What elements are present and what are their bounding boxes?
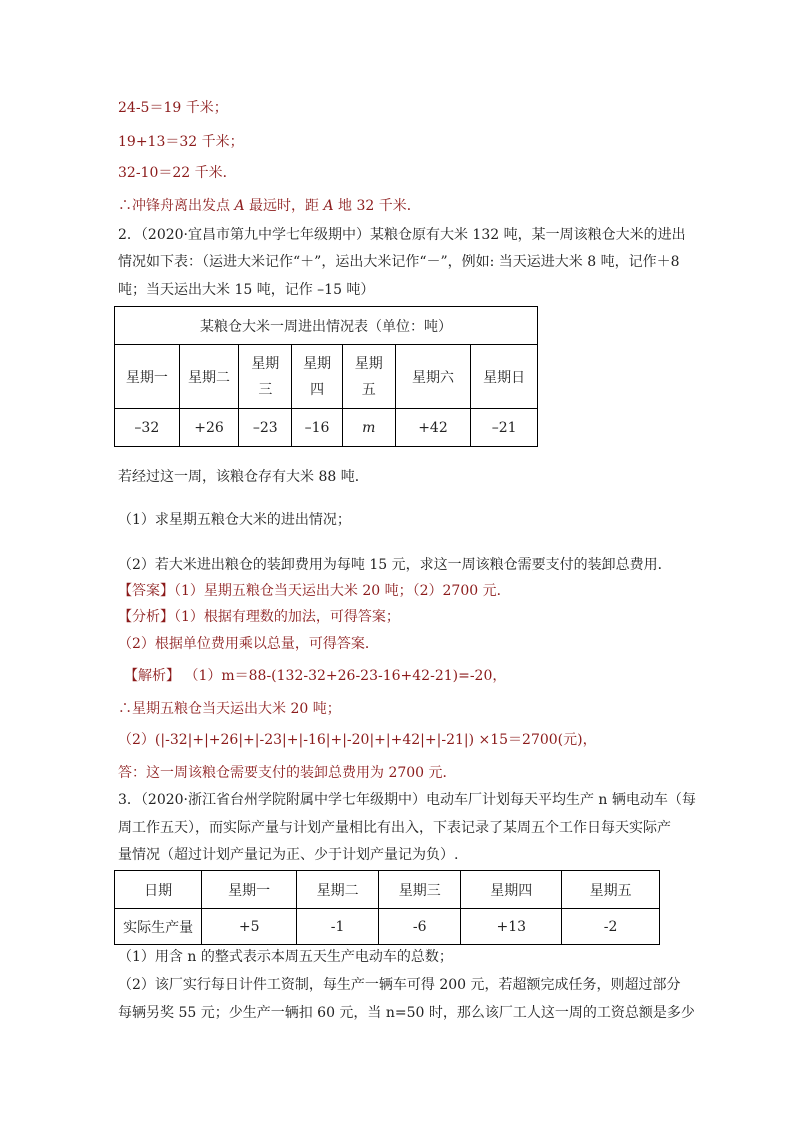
value-cell: -1: [297, 909, 379, 945]
q2-solution-3: （2）(|-32|+|+26|+|-23|+|-16|+|-20|+|+42|+|-21|) ×15＝2700(元)，: [118, 732, 597, 748]
conclusion-text-c: 地 32 千米．: [333, 198, 421, 214]
header-cell: 星期二: [297, 871, 379, 909]
q2-stem-line-2: 情况如下表：（运进大米记作“＋”，运出大米记作“－”，例如: 当天运进大米 8 吨，记作＋8: [118, 254, 680, 270]
day-cell: 星期 五: [342, 345, 395, 409]
production-table: [114, 870, 660, 945]
value-cell: -6: [379, 909, 461, 945]
production-value-row: [115, 909, 660, 945]
grain-table-title: 某粮仓大米一周进出情况表（单位：吨）: [115, 307, 538, 345]
value-cell: –23: [239, 409, 292, 447]
q3-sub-question-3: 每辆另奖 55 元；少生产一辆扣 60 元，当 n=50 时，那么该厂工人这一周的工资总额是多少: [118, 1005, 695, 1021]
value-cell: +13: [461, 909, 562, 945]
conclusion-var-a: A: [234, 198, 245, 214]
grain-table-days-row: [115, 345, 538, 409]
q2-answer: 【答案】（1）星期五粮仓当天运出大米 20 吨；（2）2700 元．: [118, 583, 511, 599]
value-cell: –16: [292, 409, 343, 447]
conclusion-text-a: ∴冲锋舟离出发点: [118, 198, 235, 214]
day-cell: 星期日: [471, 345, 538, 409]
value-cell: –32: [115, 409, 180, 447]
header-cell: 日期: [115, 871, 202, 909]
q3-stem-line-3: 量情况（超过计划产量记为正、少于计划产量记为负）.: [118, 847, 459, 863]
q2-stem-line-1: 2．（2020·宜昌市第九中学七年级期中）某粮仓原有大米 132 吨，某一周该粮仓大米的进出: [118, 227, 686, 243]
q2-sub-question-2: （2）若大米进出粮仓的装卸费用为每吨 15 元，求这一周该粮仓需要支付的装卸总费用．: [118, 557, 672, 573]
q3-sub-question-2: （2）该厂实行每日计件工资制，每生产一辆车可得 200 元，若超额完成任务，则超过部分: [118, 977, 681, 993]
q2-solution-1: 【解析】 （1）m＝88-(132-32+26-23-16+42-21)=-20，: [124, 668, 507, 684]
q2-solution-4: 答：这一周该粮仓需要支付的装卸总费用为 2700 元．: [118, 765, 457, 781]
day-cell: 星期一: [115, 345, 180, 409]
q3-sub-question-1: （1）用含 n 的整式表示本周五天生产电动车的总数；: [118, 949, 453, 965]
value-cell: +42: [395, 409, 471, 447]
day-cell: 星期六: [395, 345, 471, 409]
q2-solution-2: ∴星期五粮仓当天运出大米 20 吨；: [118, 701, 341, 717]
conclusion-var-a-2: A: [323, 198, 334, 214]
day-cell: 星期二: [179, 345, 239, 409]
value-cell: +5: [202, 909, 297, 945]
grain-table-values-row: [115, 409, 538, 447]
conclusion-text-b: 最远时，距: [244, 198, 324, 214]
value-cell: 实际生产量: [115, 909, 202, 945]
solution-line-3: 32-10＝22 千米．: [118, 165, 237, 181]
solution-line-2: 19+13＝32 千米；: [118, 134, 244, 150]
q2-stem-line-3: 吨；当天运出大米 15 吨，记作 –15 吨）: [118, 282, 375, 298]
header-cell: 星期一: [202, 871, 297, 909]
q3-stem-line-1: 3．（2020·浙江省台州学院附属中学七年级期中）电动车厂计划每天平均生产 n 辆电动车（每: [118, 792, 696, 808]
q3-stem-line-2: 周工作五天），而实际产量与计划产量相比有出入，下表记录了某周五个工作日每天实际产: [118, 820, 671, 836]
header-cell: 星期四: [461, 871, 562, 909]
value-cell: -2: [562, 909, 660, 945]
solution-line-1: 24-5＝19 千米；: [118, 100, 228, 116]
q2-sub-question-1: （1）求星期五粮仓大米的进出情况；: [118, 512, 351, 528]
value-cell: +26: [179, 409, 239, 447]
day-cell: 星期 四: [292, 345, 343, 409]
value-cell: –21: [471, 409, 538, 447]
header-cell: 星期三: [379, 871, 461, 909]
grain-table: [114, 306, 538, 447]
production-header-row: [115, 871, 660, 909]
header-cell: 星期五: [562, 871, 660, 909]
q2-analysis-2: （2）根据单位费用乘以总量，可得答案．: [118, 636, 379, 652]
value-cell: m: [342, 409, 395, 447]
q2-after-table: 若经过这一周，该粮仓存有大米 88 吨．: [118, 469, 369, 485]
day-cell: 星期 三: [239, 345, 292, 409]
q2-analysis-1: 【分析】（1）根据有理数的加法，可得答案；: [118, 609, 400, 625]
solution-conclusion: [118, 196, 421, 216]
